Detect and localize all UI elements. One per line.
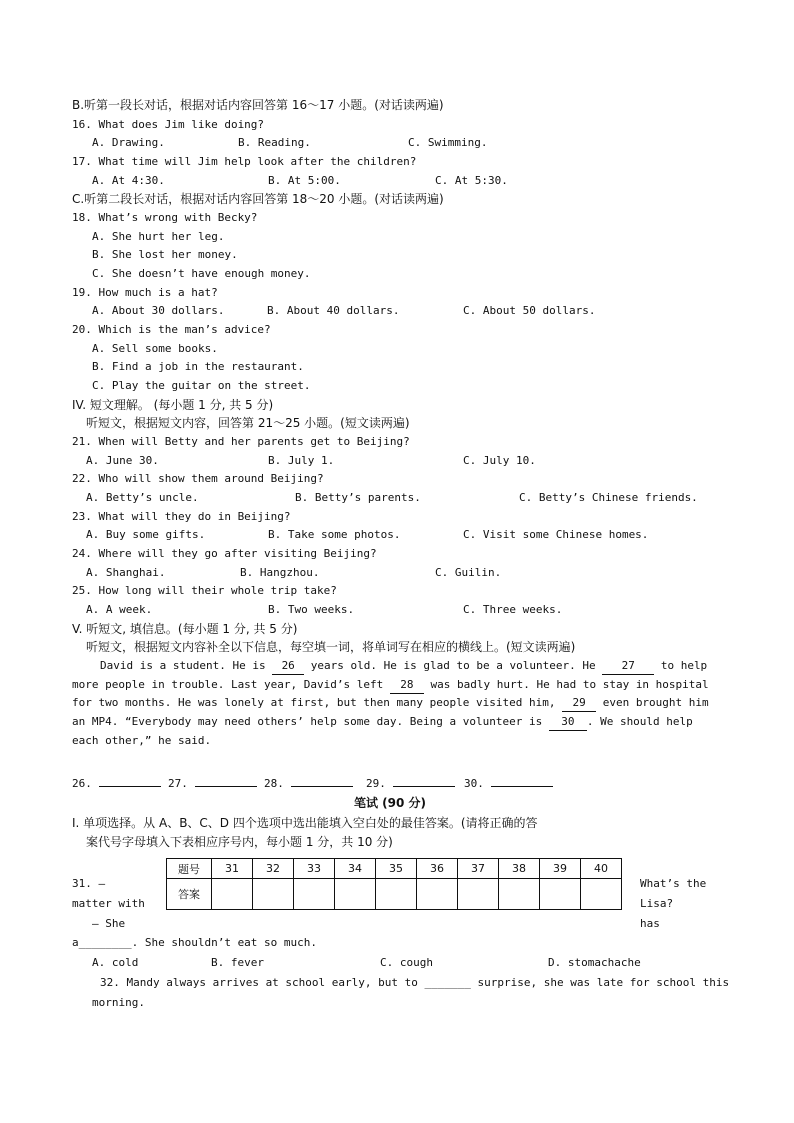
section-iv-instructions: 听短文，根据短文内容，回答第 21～25 小题。(短文读两遍) [86, 416, 410, 430]
table-cell: 31 [212, 859, 253, 879]
q31-option-a: A. cold [92, 956, 139, 969]
blank-29: 29 [562, 695, 596, 712]
answer-line-28 [264, 776, 353, 792]
table-cell: 40 [581, 859, 622, 879]
q25-option-c: C. Three weeks. [463, 603, 563, 616]
table-cell: 32 [253, 859, 294, 879]
q25-stem: 25. How long will their whole trip take? [72, 584, 337, 597]
passage-line-2 [72, 677, 709, 694]
q31-line-4: a________. She shouldn’t eat so much. [72, 936, 318, 949]
q25-option-a: A. A week. [86, 603, 153, 616]
answer-cell[interactable] [253, 879, 294, 910]
q24-option-a: A. Shanghai. [86, 566, 166, 579]
answer-blank[interactable] [195, 786, 257, 787]
section-c-header: C.听第二段长对话，根据对话内容回答第 18～20 小题。(对话读两遍) [72, 192, 444, 206]
q18-stem: 18. What’s wrong with Becky? [72, 211, 258, 224]
q25-option-b: B. Two weeks. [268, 603, 355, 616]
q24-stem: 24. Where will they go after visiting Beijing? [72, 547, 377, 560]
passage-text: David is a student. He is [100, 659, 273, 672]
q24-option-b: B. Hangzhou. [240, 566, 320, 579]
answer-line-27 [168, 776, 257, 792]
section-v-header: V. 听短文, 填信息。(每小题 1 分, 共 5 分) [72, 622, 298, 636]
q21-stem: 21. When will Betty and her parents get to Beijing? [72, 435, 410, 448]
blank-27: 27 [602, 658, 654, 675]
q17-option-c: C. At 5:30. [435, 174, 508, 187]
table-cell: 33 [294, 859, 335, 879]
q23-option-c: C. Visit some Chinese homes. [463, 528, 649, 541]
answer-blank[interactable] [491, 786, 553, 787]
answer-cell[interactable] [581, 879, 622, 910]
q23-option-a: A. Buy some gifts. [86, 528, 206, 541]
q21-option-c: C. July 10. [463, 454, 536, 467]
section-v-instructions: 听短文，根据短文内容补全以下信息，每空填一词，将单词写在相应的横线上。(短文读两遍) [86, 640, 576, 654]
answer-cell[interactable] [294, 879, 335, 910]
q31-line-1-right: What’s the [640, 877, 707, 890]
q19-stem: 19. How much is a hat? [72, 286, 218, 299]
q31-line-1-left: 31. — [72, 877, 106, 890]
answer-blank[interactable] [291, 786, 353, 787]
blank-26: 26 [272, 658, 304, 675]
answer-cell[interactable] [458, 879, 499, 910]
q22-option-a: A. Betty’s uncle. [86, 491, 199, 504]
q23-stem: 23. What will they do in Beijing? [72, 510, 291, 523]
q17-option-a: A. At 4:30. [92, 174, 165, 187]
q17-option-b: B. At 5:00. [268, 174, 341, 187]
blank-30: 30 [549, 714, 587, 731]
passage-line-3 [72, 695, 709, 712]
answer-number: 26. [72, 777, 92, 790]
q20-option-b: B. Find a job in the restaurant. [92, 360, 304, 373]
answer-number: 28. [264, 777, 284, 790]
answer-cell[interactable] [212, 879, 253, 910]
q19-option-b: B. About 40 dollars. [267, 304, 400, 317]
passage-text: to help [654, 659, 708, 672]
table-cell: 37 [458, 859, 499, 879]
answer-number: 29. [366, 777, 386, 790]
q18-option-c: C. She doesn’t have enough money. [92, 267, 311, 280]
table-cell: 36 [417, 859, 458, 879]
passage-line-5: each other,” he said. [72, 734, 212, 747]
answer-number: 27. [168, 777, 188, 790]
passage-line-4 [72, 714, 693, 731]
section-b-header: B.听第一段长对话，根据对话内容回答第 16～17 小题。(对话读两遍) [72, 98, 444, 112]
q20-option-c: C. Play the guitar on the street. [92, 379, 311, 392]
blank-28: 28 [390, 677, 424, 694]
q19-option-c: C. About 50 dollars. [463, 304, 596, 317]
answer-blank[interactable] [99, 786, 161, 787]
q19-option-a: A. About 30 dollars. [92, 304, 225, 317]
q21-option-a: A. June 30. [86, 454, 159, 467]
q32-line-1: 32. Mandy always arrives at school early, but to _______ surprise, she was late for school this [100, 976, 730, 989]
q31-option-d: D. stomachache [548, 956, 641, 969]
q20-stem: 20. Which is the man’s advice? [72, 323, 271, 336]
table-row [167, 859, 622, 879]
q16-option-c: C. Swimming. [408, 136, 488, 149]
table-header-answer: 答案 [167, 879, 212, 910]
q16-option-b: B. Reading. [238, 136, 311, 149]
q31-line-2-right: Lisa? [640, 897, 674, 910]
answer-line-29 [366, 776, 455, 792]
passage-text: an MP4. “Everybody may need others’ help some day. Being a volunteer is [72, 715, 549, 728]
q22-stem: 22. Who will show them around Beijing? [72, 472, 324, 485]
q31-line-3-left: — She [92, 917, 126, 930]
q17-stem: 17. What time will Jim help look after the children? [72, 155, 417, 168]
q20-option-a: A. Sell some books. [92, 342, 218, 355]
q32-line-2: morning. [92, 996, 145, 1009]
passage-text: for two months. He was lonely at first, but then many people visited him, [72, 696, 563, 709]
passage-text: more people in trouble. Last year, David’s left [72, 678, 390, 691]
section-iv-header: IV. 短文理解。 (每小题 1 分, 共 5 分) [72, 398, 274, 412]
passage-text: years old. He is glad to be a volunteer. He [304, 659, 603, 672]
written-section-title: 笔试 (90 分) [354, 796, 427, 810]
answer-cell[interactable] [417, 879, 458, 910]
written-instructions-line-2: 案代号字母填入下表相应序号内，每小题 1 分，共 10 分) [86, 835, 393, 849]
answer-cell[interactable] [499, 879, 540, 910]
passage-line-1 [100, 658, 707, 675]
passage-text: even brought him [596, 696, 709, 709]
q31-line-3-right: has [640, 917, 660, 930]
answer-line-26 [72, 776, 161, 792]
answer-line-30 [464, 776, 553, 792]
q18-option-b: B. She lost her money. [92, 248, 238, 261]
answer-cell[interactable] [376, 879, 417, 910]
table-cell: 39 [540, 859, 581, 879]
answer-cell[interactable] [540, 879, 581, 910]
q18-option-a: A. She hurt her leg. [92, 230, 225, 243]
table-header-number: 题号 [167, 859, 212, 879]
answer-blank[interactable] [393, 786, 455, 787]
q22-option-b: B. Betty’s parents. [295, 491, 421, 504]
q21-option-b: B. July 1. [268, 454, 335, 467]
answer-number: 30. [464, 777, 484, 790]
q24-option-c: C. Guilin. [435, 566, 502, 579]
passage-text: . We should help [586, 715, 693, 728]
q31-option-c: C. cough [380, 956, 433, 969]
answer-cell[interactable] [335, 879, 376, 910]
table-cell: 34 [335, 859, 376, 879]
q31-option-b: B. fever [211, 956, 264, 969]
table-cell: 38 [499, 859, 540, 879]
q22-option-c: C. Betty’s Chinese friends. [519, 491, 698, 504]
q16-stem: 16. What does Jim like doing? [72, 118, 265, 131]
q23-option-b: B. Take some photos. [268, 528, 401, 541]
table-row [167, 879, 622, 910]
q31-line-2-left: matter with [72, 897, 145, 910]
answer-table [166, 858, 622, 910]
table-cell: 35 [376, 859, 417, 879]
written-instructions-line-1: I. 单项选择。从 A、B、C、D 四个选项中选出能填入空白处的最佳答案。(请将正确的答 [72, 816, 538, 830]
passage-text: was badly hurt. He had to stay in hospital [423, 678, 709, 691]
q16-option-a: A. Drawing. [92, 136, 165, 149]
